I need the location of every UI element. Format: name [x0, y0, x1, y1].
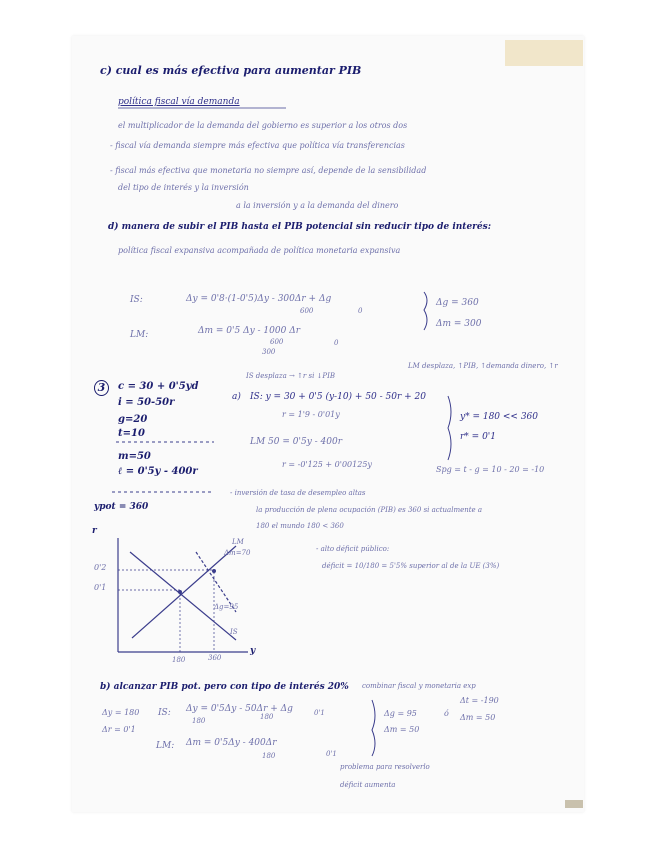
- section-d-result-dm: Δm = 300: [436, 319, 482, 329]
- part-b-lm-sub2: 0'1: [326, 750, 337, 758]
- graph-delta-g: Δg=95: [214, 603, 239, 611]
- section-d-heading: d) manera de subir el PIB hasta el PIB potencial sin reducir tipo de interés:: [108, 222, 492, 232]
- section-d-is-sub2: 0: [358, 307, 363, 315]
- part-a-is-solved: r = 1'9 - 0'01y: [282, 410, 340, 419]
- section-c-line1: el multiplicador de la demanda del gobierno es superior a los otros dos: [118, 121, 408, 130]
- part-b-footnote2: déficit aumenta: [340, 781, 396, 789]
- graph-lm-label: LM: [232, 538, 244, 546]
- part-a-lm-solved: r = -0'125 + 0'00125y: [282, 460, 372, 469]
- bracket-part-b: [372, 700, 375, 756]
- part-a-label: a): [232, 392, 241, 402]
- section-d-result-dg: Δg = 360: [436, 298, 479, 308]
- section-c-line4b: a la inversión y a la demanda del dinero: [236, 201, 399, 210]
- section-d-lm-sub1: 600: [270, 338, 284, 346]
- public-savings: Spg = t - g = 10 - 20 = -10: [436, 465, 545, 474]
- part-b-lm-equation: Δm = 0'5Δy - 400Δr: [186, 738, 277, 748]
- part-a-bullet2: la producción de plena ocupación (PIB) es 360 si actualmente a: [256, 506, 483, 514]
- section-d-line1: política fiscal expansiva acompañada de política monetaria expansiva: [118, 246, 401, 255]
- section-c-line3: - fiscal más efectiva que monetaria no siempre así, depende de la sensibilidad: [110, 166, 427, 175]
- section-d-is-label: IS:: [130, 295, 143, 305]
- part-b-dr: Δr = 0'1: [102, 725, 136, 734]
- problem-money-demand: ℓ = 0'5y - 400r: [118, 466, 198, 477]
- bracket-section-d: [424, 292, 427, 330]
- part-b-heading-tail: combinar fiscal y monetaria exp: [362, 682, 476, 690]
- part-b-lm-label: LM:: [156, 741, 175, 751]
- problem-taxes: t=10: [118, 428, 145, 439]
- part-b-lm-sub1: 180: [262, 752, 276, 760]
- part-a-is: IS: y = 30 + 0'5 (y-10) + 50 - 50r + 20: [250, 392, 427, 402]
- part-b-is-label: IS:: [158, 708, 171, 718]
- section-d-note2: IS desplaza → ↑r si ↓PIB: [246, 372, 336, 380]
- equilibrium-rate: r* = 0'1: [460, 432, 496, 442]
- part-b-is-equation: Δy = 0'5Δy - 50Δr + Δg: [186, 704, 293, 714]
- part-b-footnote1: problema para resolverlo: [340, 763, 430, 771]
- graph-y-axis-label: y: [250, 646, 256, 656]
- section-d-lm-label: LM:: [130, 330, 149, 340]
- section-d-lm-sub3: 300: [262, 348, 276, 356]
- part-b-is-sub3: 0'1: [314, 709, 325, 717]
- part-b-dy: Δy = 180: [102, 708, 140, 717]
- problem-money: m=50: [118, 451, 151, 462]
- part-b-result-dt: Δt = -190: [460, 696, 499, 705]
- graph-rate-01: 0'1: [94, 583, 107, 592]
- graph-income-360: 360: [208, 654, 222, 662]
- equilibrium-income: y* = 180 << 360: [460, 412, 539, 422]
- graph-delta-m: Δm=70: [224, 549, 251, 557]
- part-b-result-dm2: Δm = 50: [460, 713, 496, 722]
- problem-government: g=20: [118, 414, 148, 425]
- section-d-is-equation: Δy = 0'8·(1-0'5)Δy - 300Δr + Δg: [186, 294, 332, 304]
- section-c-answer: política fiscal vía demanda: [118, 97, 240, 107]
- graph-r-axis-label: r: [92, 526, 97, 536]
- problem-potential-output: ypot = 360: [94, 502, 149, 512]
- bracket-part-a: [448, 396, 451, 460]
- section-d-is-sub1: 600: [300, 307, 314, 315]
- part-a-lm: LM 50 = 0'5y - 400r: [250, 437, 343, 447]
- section-d-lm-sub2: 0: [334, 339, 339, 347]
- section-c-line2: - fiscal vía demanda siempre más efectiva que política vía transferencias: [110, 141, 405, 150]
- section-c-line4a: del tipo de interés y la inversión: [118, 183, 249, 192]
- problem-number: 3: [94, 380, 109, 396]
- part-b-heading: b) alcanzar PIB pot. pero con tipo de interés 20%: [100, 682, 349, 692]
- part-a-bullet1: - inversión de tasa de desempleo altas: [230, 489, 366, 497]
- graph-rate-02: 0'2: [94, 563, 107, 572]
- part-a-bullet4: - alto déficit público:: [316, 545, 390, 553]
- part-b-result-dg: Δg = 95: [384, 709, 417, 718]
- part-b-is-sub1: 180: [192, 717, 206, 725]
- graph-is-label: IS: [230, 628, 238, 636]
- part-b-or: ó: [444, 709, 449, 718]
- part-b-is-sub2: 180: [260, 713, 274, 721]
- part-a-bullet5: déficit = 10/180 = 5'5% superior al de la UE (3%): [322, 562, 500, 570]
- graph-income-180: 180: [172, 656, 186, 664]
- section-c-heading: c) cual es más efectiva para aumentar PIB: [100, 64, 362, 77]
- section-d-lm-equation: Δm = 0'5 Δy - 1000 Δr: [198, 326, 300, 336]
- section-d-note: LM desplaza, ↑PIB, ↑demanda dinero, ↑r: [408, 362, 558, 370]
- part-a-bullet3: 180 el mundo 180 < 360: [256, 522, 344, 530]
- problem-consumption: c = 30 + 0'5yd: [118, 381, 199, 392]
- part-b-result-dm: Δm = 50: [384, 725, 420, 734]
- problem-investment: i = 50-50r: [118, 397, 175, 408]
